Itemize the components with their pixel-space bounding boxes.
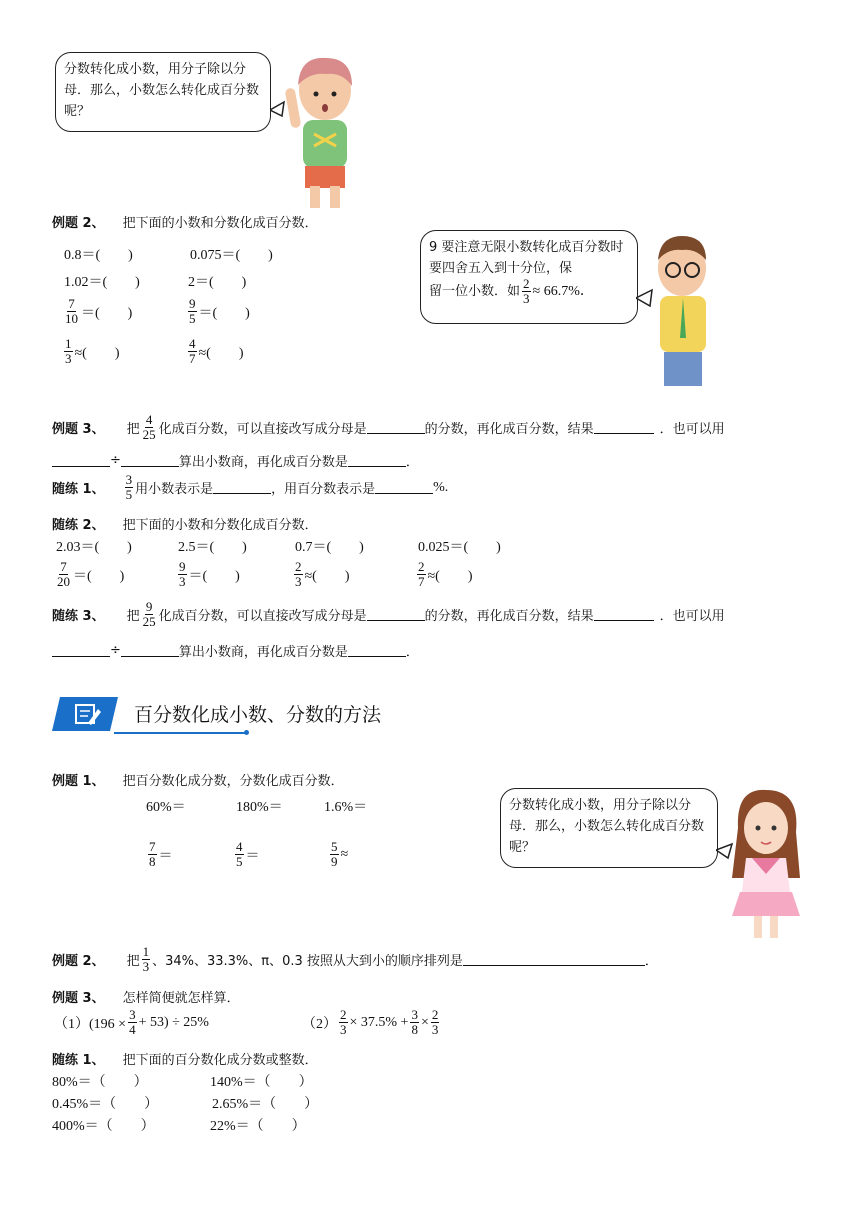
s2ex1-frac-item-3	[328, 840, 348, 869]
fraction-numerator: 9	[189, 296, 196, 311]
fraction-denominator: 3	[431, 1022, 439, 1037]
p2-item-1: 2.03＝( )	[56, 540, 132, 555]
practice-1	[52, 473, 448, 502]
example-3-text-1: 化成百分数，可以直接改写成分母是	[158, 422, 367, 437]
fraction-numerator: 3	[125, 472, 133, 487]
ex2-frac-item-3	[62, 337, 120, 366]
example-3-text-3: ．也可以用	[659, 422, 725, 437]
example-3-text-4: ÷	[110, 453, 121, 468]
s2p1-item-1: 80%＝（ ）	[52, 1075, 148, 1090]
s2-example-3-q1	[54, 1008, 209, 1037]
q2-pre: （2）	[302, 1016, 337, 1032]
fraction-denominator: 3	[179, 574, 186, 589]
speech-bubble-3	[500, 788, 718, 868]
fraction-numerator: 5	[331, 839, 338, 854]
fraction-numerator: 2	[523, 276, 530, 291]
answer-blank[interactable]	[52, 454, 110, 467]
practice-2-instruction: 把下面的小数和分数化成百分数．	[122, 518, 318, 533]
fraction-tail: ＝	[158, 848, 173, 864]
practice-1-text-3: %.	[433, 479, 449, 495]
s2-example-2-text-1: 、34%、33.3%、π、0.3 按照从大到小的顺序排列是	[152, 954, 463, 969]
ex2-frac-item-4	[186, 337, 244, 366]
answer-blank[interactable]	[348, 454, 406, 467]
s2-example-2-label: 例题 2、	[52, 954, 105, 969]
fraction-numerator: 2	[295, 559, 302, 574]
practice-1-label: 随练 1、	[52, 482, 105, 497]
fraction-numerator: 9	[179, 559, 186, 574]
s2-practice-1-label: 随练 1、	[52, 1053, 105, 1068]
s2-example-3-q2	[302, 1008, 441, 1037]
girl-illustration	[716, 788, 816, 943]
p2-item-3: 0.7＝( )	[295, 540, 364, 555]
boy-glasses-illustration	[636, 228, 726, 388]
fraction-numerator: 2	[340, 1007, 347, 1022]
fraction-numerator: 2	[431, 1007, 439, 1022]
s2ex1-frac-item-1	[146, 840, 173, 869]
example-3-text-5: 算出小数商，再化成百分数是	[178, 455, 348, 470]
example-3-text-2: 的分数，再化成百分数，结果	[424, 422, 594, 437]
fraction-tail: ＝( )	[81, 305, 133, 321]
fraction-numerator: 4	[189, 336, 196, 351]
answer-blank[interactable]	[375, 481, 433, 494]
section-underline-dot	[244, 730, 249, 735]
fraction-denominator: 7	[189, 351, 196, 366]
answer-blank[interactable]	[367, 421, 425, 434]
ex2-item-4: 2＝( )	[188, 275, 247, 290]
p2-item-4: 0.025＝( )	[418, 540, 501, 555]
fraction-denominator: 3	[523, 291, 530, 306]
practice-3-line-1	[52, 600, 725, 629]
practice-3-text-5: 算出小数商，再化成百分数是	[178, 645, 348, 660]
fraction-denominator: 10	[65, 311, 78, 326]
q1-post: + 53) ÷ 25%	[138, 1014, 209, 1030]
s2-example-3-instruction: 怎样简便就怎样算．	[122, 991, 240, 1006]
practice-3-text-3: ．也可以用	[659, 609, 725, 624]
fraction-denominator: 5	[236, 854, 243, 869]
answer-blank[interactable]	[121, 454, 179, 467]
fraction-numerator: 7	[149, 839, 156, 854]
s2p1-item-4: 2.65%＝（ ）	[212, 1097, 319, 1112]
s2ex1-item-3: 1.6%＝	[324, 800, 368, 815]
example-2-instruction: 把下面的小数和分数化成百分数．	[122, 216, 318, 231]
q2-times: ×	[420, 1014, 429, 1030]
practice-3-label: 随练 3、	[52, 609, 105, 624]
fraction-denominator: 7	[418, 574, 425, 589]
fraction-tail: ≈( )	[304, 568, 350, 584]
fraction-tail: ≈( )	[74, 345, 120, 361]
example-3-pre: 把	[126, 422, 140, 437]
p2-item-2: 2.5＝( )	[178, 540, 247, 555]
practice-3-pre: 把	[126, 609, 140, 624]
fraction-tail: ＝	[245, 848, 260, 864]
answer-blank[interactable]	[594, 421, 654, 434]
bubble-2-line-2b: ≈ 66.7%．	[532, 284, 594, 299]
ex2-frac-item-2	[186, 297, 250, 326]
p2-frac-item-2	[176, 560, 240, 589]
s2-example-1-label: 例题 1、	[52, 774, 105, 789]
fraction-numerator: 7	[60, 559, 67, 574]
speech-bubble-2	[420, 230, 638, 324]
fraction-denominator: 25	[142, 427, 156, 442]
s2-example-2-pre: 把	[126, 954, 140, 969]
p2-frac-item-4	[415, 560, 473, 589]
fraction-numerator: 3	[129, 1007, 136, 1022]
q1-pre: （1）(196 ×	[54, 1016, 127, 1032]
practice-3-text-6: ．	[405, 645, 419, 660]
fraction-denominator: 8	[411, 1022, 418, 1037]
section-title: 百分数化成小数、分数的方法	[134, 704, 382, 726]
practice-1-text-2: ，用百分数表示是	[271, 482, 376, 497]
practice-3-line-2	[52, 641, 419, 660]
answer-blank[interactable]	[348, 644, 406, 657]
p2-frac-item-1	[54, 560, 124, 589]
example-2-label: 例题 2、	[52, 216, 105, 231]
fraction-numerator: 9	[145, 599, 153, 614]
pencil-note-icon	[52, 697, 118, 731]
example-3-text-6: ．	[405, 455, 419, 470]
fraction-tail: ＝( )	[198, 305, 250, 321]
fraction-denominator: 5	[125, 487, 133, 502]
bubble-3-text: 分数转化成小数，用分子除以分母．那么，小数怎么转化成百分数呢？	[509, 798, 705, 855]
s2-example-3-label: 例题 3、	[52, 991, 105, 1006]
ex2-frac-item-1	[62, 297, 132, 326]
fraction-denominator: 9	[331, 854, 338, 869]
fraction-denominator: 3	[295, 574, 302, 589]
fraction-numerator: 4	[145, 412, 153, 427]
s2p1-item-5: 400%＝（ ）	[52, 1119, 155, 1134]
practice-3-text-1: 化成百分数，可以直接改写成分母是	[158, 609, 367, 624]
example-3-line-2	[52, 451, 419, 470]
practice-1-text-1: 用小数表示是	[135, 482, 214, 497]
bubble-1-text: 分数转化成小数，用分子除以分母．那么，小数怎么转化成百分数呢？	[64, 62, 260, 119]
q2-mid: × 37.5% +	[349, 1014, 409, 1030]
s2p1-item-6: 22%＝（ ）	[210, 1119, 306, 1134]
s2-example-2	[52, 945, 658, 974]
fraction-denominator: 25	[142, 614, 156, 629]
s2-example-2-text-2: ．	[644, 954, 658, 969]
fraction-numerator: 1	[142, 944, 150, 959]
s2p1-item-3: 0.45%＝（ ）	[52, 1097, 159, 1112]
fraction-tail: ＝( )	[73, 568, 125, 584]
practice-2-label: 随练 2、	[52, 518, 105, 533]
bubble-2-line-1: 9 要注意无限小数转化成百分数时要四舍五入到十分位，保	[429, 240, 624, 276]
boy-illustration-1	[270, 50, 370, 210]
fraction-numerator: 2	[418, 559, 425, 574]
speech-bubble-1	[55, 52, 271, 132]
ex2-item-1: 0.8＝( )	[64, 248, 133, 263]
fraction-numerator: 4	[236, 839, 243, 854]
fraction-tail: ＝( )	[188, 568, 240, 584]
answer-blank[interactable]	[213, 481, 271, 494]
practice-3-text-4: ÷	[110, 643, 121, 658]
ex2-item-3: 1.02＝( )	[64, 275, 140, 290]
fraction-numerator: 7	[68, 296, 75, 311]
fraction-denominator: 3	[65, 351, 72, 366]
fraction-denominator: 4	[129, 1022, 136, 1037]
answer-blank[interactable]	[367, 608, 425, 621]
s2ex1-item-1: 60%＝	[146, 800, 186, 815]
fraction-denominator: 20	[57, 574, 70, 589]
s2ex1-item-2: 180%＝	[236, 800, 283, 815]
fraction-tail: ≈	[340, 846, 349, 862]
section-header	[52, 697, 382, 735]
fraction-numerator: 1	[65, 336, 72, 351]
p2-frac-item-3	[292, 560, 350, 589]
s2ex1-frac-item-2	[233, 840, 260, 869]
section-underline	[114, 732, 246, 734]
answer-blank[interactable]	[52, 644, 110, 657]
fraction-denominator: 3	[142, 959, 150, 974]
s2-example-1-instruction: 把百分数化成分数，分数化成百分数．	[122, 774, 344, 789]
answer-blank[interactable]	[121, 644, 179, 657]
s2p1-item-2: 140%＝（ ）	[210, 1075, 313, 1090]
fraction-tail: ≈( )	[427, 568, 473, 584]
practice-3-text-2: 的分数，再化成百分数，结果	[424, 609, 594, 624]
answer-blank[interactable]	[463, 953, 645, 966]
fraction-denominator: 8	[149, 854, 156, 869]
answer-blank[interactable]	[594, 608, 654, 621]
ex2-item-2: 0.075＝( )	[190, 248, 273, 263]
bubble-2-line-2a: 留一位小数．如	[429, 284, 521, 299]
example-3-line-1	[52, 413, 725, 442]
fraction-tail: ≈( )	[198, 345, 244, 361]
example-3-label: 例题 3、	[52, 422, 105, 437]
fraction-denominator: 5	[189, 311, 196, 326]
fraction-denominator: 3	[340, 1022, 347, 1037]
fraction-numerator: 3	[411, 1007, 418, 1022]
s2-practice-1-instruction: 把下面的百分数化成分数或整数．	[122, 1053, 318, 1068]
